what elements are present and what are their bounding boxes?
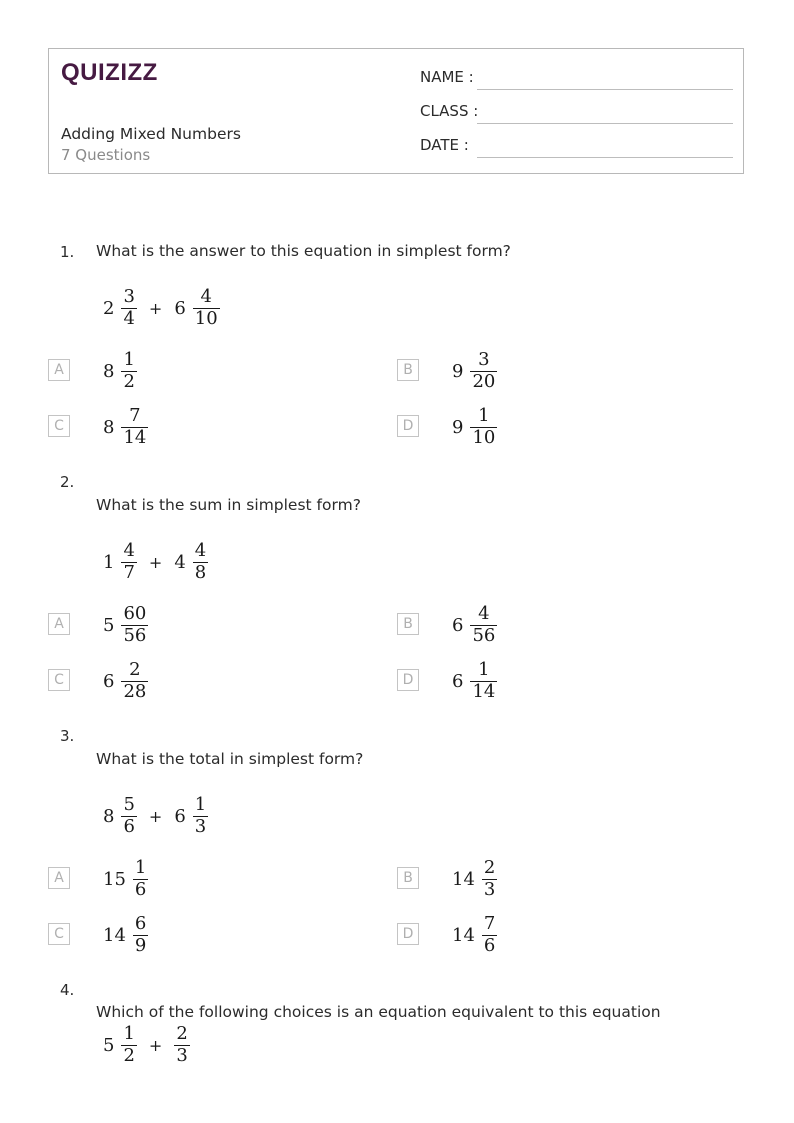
question-text: Which of the following choices is an equation equivalent to this equation: [96, 1003, 661, 1021]
fraction: $\frac{1}{6}$: [134, 856, 147, 900]
whole-number: 2: [103, 297, 115, 319]
question-expression: [103, 792, 208, 840]
fraction: $\frac{6}{9}$: [134, 912, 147, 956]
whole-number: 6: [174, 297, 186, 319]
option-a-answer[interactable]: 15 $\frac{1}{6}$: [103, 856, 147, 900]
whole-number: 6: [174, 805, 186, 827]
worksheet-header: [48, 48, 744, 174]
option-a-box[interactable]: A: [48, 867, 70, 889]
option-c-answer[interactable]: 14 $\frac{6}{9}$: [103, 912, 147, 956]
fraction: $\frac{2}{3}$: [483, 856, 496, 900]
question-text: What is the total in simplest form?: [96, 750, 364, 768]
option-b-answer[interactable]: 9 $\frac{3}{20}$: [452, 348, 496, 392]
question-expression: [103, 284, 220, 332]
fraction: $\frac{1}{14}$: [472, 658, 496, 702]
option-a-answer[interactable]: 5 $\frac{60}{56}$: [103, 602, 147, 646]
question-expression: [103, 538, 208, 586]
option-c-box[interactable]: C: [48, 415, 70, 437]
question-number: 1.: [60, 243, 75, 261]
question-count: 7 Questions: [61, 146, 151, 164]
option-c-box[interactable]: C: [48, 669, 70, 691]
option-d-answer[interactable]: 9 $\frac{1}{10}$: [452, 404, 496, 448]
plus-sign: +: [148, 1035, 163, 1055]
option-b-answer[interactable]: 6 $\frac{4}{56}$: [452, 602, 496, 646]
date-field[interactable]: [477, 157, 733, 158]
option-c-answer[interactable]: 8 $\frac{7}{14}$: [103, 404, 147, 448]
name-label: NAME :: [420, 68, 474, 86]
date-label: DATE :: [420, 136, 469, 154]
plus-sign: +: [148, 806, 163, 826]
worksheet-title: Adding Mixed Numbers: [61, 125, 241, 143]
fraction: $\frac{1}{10}$: [472, 404, 496, 448]
question-expression: [103, 1021, 190, 1069]
option-b-box[interactable]: B: [397, 359, 419, 381]
fraction: $\frac{2}{28}$: [123, 658, 147, 702]
whole-number: 1: [103, 551, 115, 573]
fraction: $\frac{7}{14}$: [123, 404, 147, 448]
option-b-answer[interactable]: 14 $\frac{2}{3}$: [452, 856, 496, 900]
option-b-box[interactable]: B: [397, 867, 419, 889]
plus-sign: +: [148, 298, 163, 318]
whole-number: 4: [174, 551, 186, 573]
fraction: $\frac{5}{6}$: [123, 793, 135, 837]
fraction: $\frac{3}{20}$: [472, 348, 496, 392]
option-d-box[interactable]: D: [397, 923, 419, 945]
fraction: $\frac{3}{4}$: [123, 285, 135, 329]
question-text: What is the sum in simplest form?: [96, 496, 361, 514]
option-d-answer[interactable]: 14 $\frac{7}{6}$: [452, 912, 496, 956]
fraction: $\frac{1}{2}$: [123, 1022, 135, 1066]
option-c-box[interactable]: C: [48, 923, 70, 945]
option-b-box[interactable]: B: [397, 613, 419, 635]
fraction: $\frac{1}{3}$: [194, 793, 207, 837]
fraction: $\frac{7}{6}$: [483, 912, 496, 956]
quizizz-logo: QUIZIZZ: [61, 59, 158, 86]
whole-number: 5: [103, 1034, 115, 1056]
option-a-box[interactable]: A: [48, 359, 70, 381]
name-field[interactable]: [477, 89, 733, 90]
option-a-box[interactable]: A: [48, 613, 70, 635]
option-d-box[interactable]: D: [397, 415, 419, 437]
fraction: $\frac{2}{3}$: [176, 1022, 188, 1066]
fraction: $\frac{4}{56}$: [472, 602, 496, 646]
fraction: $\frac{4}{7}$: [123, 539, 135, 583]
class-field[interactable]: [477, 123, 733, 124]
fraction: $\frac{1}{2}$: [123, 348, 135, 392]
whole-number: 8: [103, 805, 115, 827]
class-label: CLASS :: [420, 102, 479, 120]
plus-sign: +: [148, 552, 163, 572]
option-a-answer[interactable]: 8 $\frac{1}{2}$: [103, 348, 135, 392]
fraction: $\frac{60}{56}$: [123, 602, 147, 646]
question-number: 3.: [60, 727, 75, 745]
fraction: $\frac{4}{10}$: [194, 285, 218, 329]
question-number: 4.: [60, 981, 75, 999]
option-d-answer[interactable]: 6 $\frac{1}{14}$: [452, 658, 496, 702]
option-d-box[interactable]: D: [397, 669, 419, 691]
fraction: $\frac{4}{8}$: [194, 539, 207, 583]
question-number: 2.: [60, 473, 75, 491]
option-c-answer[interactable]: 6 $\frac{2}{28}$: [103, 658, 147, 702]
question-text: What is the answer to this equation in simplest form?: [96, 242, 511, 260]
